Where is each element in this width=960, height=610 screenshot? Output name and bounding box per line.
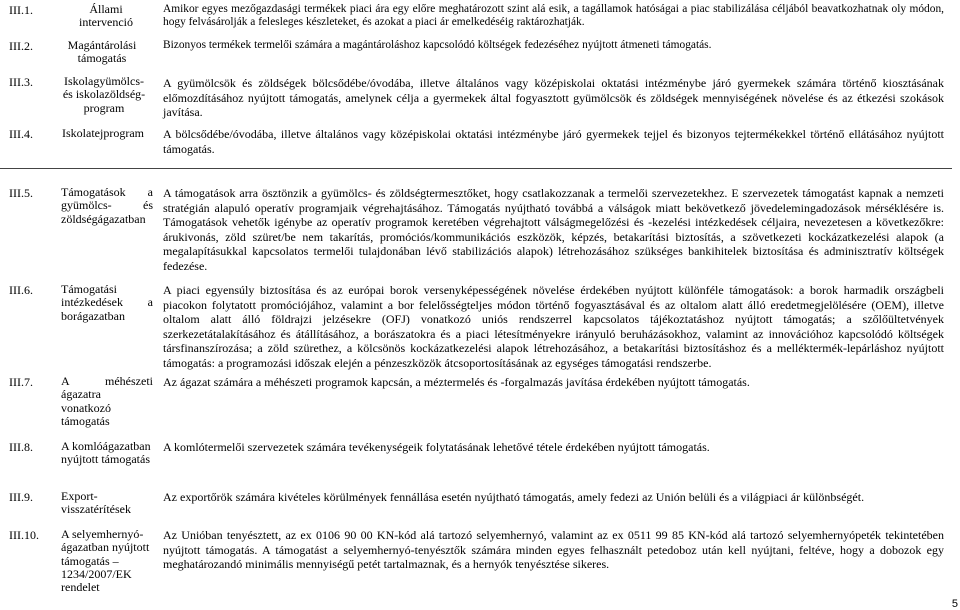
row-name: Export-visszatérítések <box>61 489 131 517</box>
row-number: III.3. <box>9 75 33 89</box>
row-description: Bizonyos termékek termelői számára a magántároláshoz kapcsolódó költségek fedezéséhez nyújtott átmeneti támogatás. <box>163 39 712 51</box>
row-name: A selyemhernyó-ágazatban nyújtott támogatás – 1234/2007/EK rendelet <box>61 527 150 595</box>
row-number: III.9. <box>9 490 33 504</box>
row-description: Az ágazat számára a méhészeti programok kapcsán, a méztermelés és -forgalmazás javítása érdekében nyújtott támogatás. <box>163 375 750 389</box>
row-description: A komlótermelői szervezetek számára tevékenységeik folytatásának lehetővé tétele érdekében nyújtott támogatás. <box>163 440 710 454</box>
row-number: III.7. <box>9 375 33 389</box>
row-description: A támogatások arra ösztönzik a gyümölcs- és zöldségtermesztőket, hogy csatlakozzanak a termelői szervezetekhez. E szervezetek támogatást kapnak a nemzeti stratégián alapuló operatív programjaik végrehajtásához. Támogatás nyújtható továbbá a válságok miatt bekövetkező jövedelemingadozások mérséklésére is. Támogatások vehetők igénybe az operatív programok keretében végrehajtott válságmegelőzési és -kezelési intézkedések céljaira, nevezetesen a következőkre: árukivonás, zöld szüret/be nem takarítás, promóciós/kommunikációs eszközök, képzés, betakarítási biztosítás, a szövetkezeti kockázatkezelési alapok (a megalapításukkal kapcsolatos termelői tulajdonában lévő stabilizációs alapok) létrehozásához szükséges bankihitelek biztosítása és adminisztratív költségek fedezése. <box>163 186 944 273</box>
row-name: Állami intervenció <box>79 2 133 30</box>
row-number: III.10. <box>9 528 39 542</box>
row-number: III.6. <box>9 283 33 297</box>
row-number: III.8. <box>9 440 33 454</box>
row-name: A komlóágazatban nyújtott támogatás <box>61 439 151 467</box>
row-description: A piaci egyensúly biztosítása és az európai borok versenyképességének növelése érdekében nyújtott különféle támogatások: a borok harmadik országbeli piacokon folytatott promóciójához, valamint a bor felelősségteljes módon történő fogyasztásával és az oltalom alatt álló eredetmegjelölésére (OEM), illetve oltalom alatt álló földrajzi jelzésekre (OFJ) vonatkozó uniós rendszerrel kapcsolatos tájékoztatáshoz nyújtott támogatás; a szőlőültetvények szerkezetátalakításához és átállításához, a borászatokra és a piaci létesítményekre irányuló beruházásokhoz, valamint az innovációhoz kapcsolódó költségek társfinanszírozása; a zöld szürethez, a kölcsönös kockázatkezelési alapok létrehozásához, a betakarítási biztosításhoz és a melléktermék-lepárláshoz nyújtott támogatás: a programozási időszak elején a pénzeszközök átcsoportosításának az egységes támogatási rendszerbe. <box>163 283 944 370</box>
page-number: 5 <box>951 598 958 610</box>
row-name: A méhészeti ágazatra vonatkozó támogatás <box>61 374 153 428</box>
row-number: III.4. <box>9 127 33 141</box>
row-number: III.5. <box>9 186 33 200</box>
row-name: Iskolagyümölcs- és iskolazöldség-program <box>62 74 146 115</box>
row-name: Iskolatejprogram <box>62 126 144 140</box>
row-name: Támogatási intézkedések a borágazatban <box>61 282 153 323</box>
row-description: Amikor egyes mezőgazdasági termékek piaci ára egy előre meghatározott szint alá esik, a tagállamok hatóságai a piac stabilizálása céljából beavatkozhatnak oly módon, hogy felvásárolják a felesleges készleteket, és azokat a piaci ár emelkedéséig raktározhatják. <box>163 3 944 29</box>
row-description: A bölcsődébe/óvodába, illetve általános vagy középiskolai oktatási intézménybe járó gyermekek tejjel és bizonyos tejtermékekkel történő ellátásához nyújtott támogatás. <box>163 127 944 156</box>
row-number: III.2. <box>9 39 33 53</box>
row-name: Támogatások a gyümölcs- és zöldségágazatban <box>61 185 153 226</box>
row-description: Az Unióban tenyésztett, az ex 0106 90 00 KN-kód alá tartozó selyemhernyó, valamint az ex 0511 99 85 KN-kód alá tartozó selyemhernyópeték tekintetében nyújtott támogatás. A támogatást a selyemhernyó-tenyésztők számára minden egyes felhasznált petedoboz után kell nyújtani, feltéve, hogy a dobozok egy meghatározandó minimális mennyiségű petét tartalmaznak, és a hernyók tenyésztése sikeres. <box>163 528 944 572</box>
row-name: Magántárolási támogatás <box>67 38 137 66</box>
row-description: A gyümölcsök és zöldségek bölcsődébe/óvodába, illetve általános vagy középiskolai oktatási intézménybe járó gyermekek számára történő kiosztásának előmozdításához nyújtott támogatás, amelynek célja a gyermekek által fogyasztott gyümölcsök és zöldségek mennyiségének növelése és az étkezési szokások javítása. <box>163 76 944 120</box>
row-number: III.1. <box>9 3 33 17</box>
divider <box>0 168 952 169</box>
row-description: Az exportőrök számára kivételes körülmények fennállása esetén nyújtható támogatás, amely fedezi az Unión belüli és a világpiaci ár különbségét. <box>163 490 865 504</box>
